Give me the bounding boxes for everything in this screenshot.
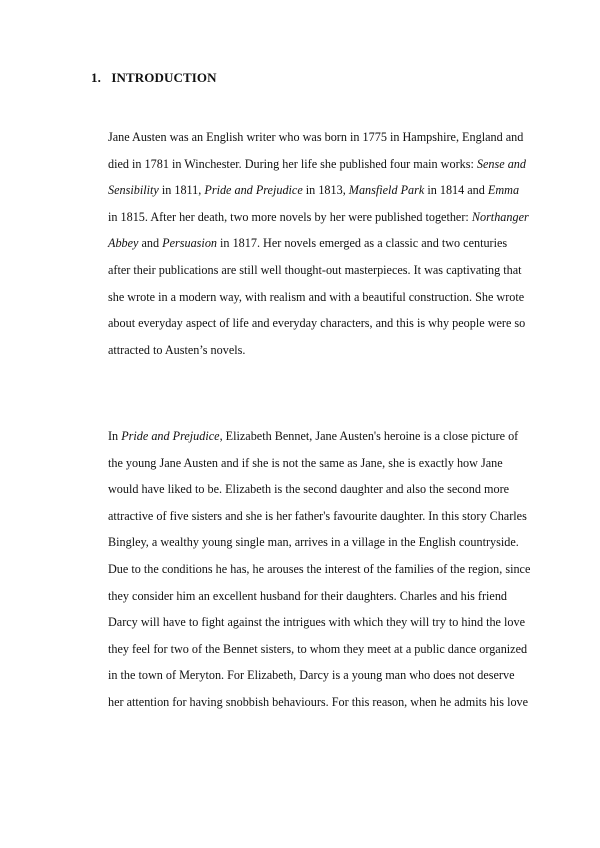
text-run: Darcy will have to fight against the intrigues with which they will try to hind the love xyxy=(108,615,525,630)
text-line xyxy=(108,204,529,231)
text-run: in 1817. Her novels emerged as a classic and two centuries xyxy=(217,236,508,251)
text-run: attractive of five sisters and she is her father's favourite daughter. In this story Charles xyxy=(108,508,527,523)
text-line xyxy=(108,177,520,204)
text-run: in 1811, xyxy=(158,183,205,198)
text-run: In xyxy=(108,429,122,443)
paragraph-intro xyxy=(108,124,529,363)
italic-title: Pride and Prejudice xyxy=(121,429,220,443)
section-number: 1. xyxy=(91,70,101,85)
text-run: she wrote in a modern way, with realism and with a beautiful construction. She wrote xyxy=(108,289,525,304)
text-run: they feel for two of the Bennet sisters, to whom they meet at a public dance organized xyxy=(108,641,528,656)
text-line xyxy=(108,450,520,477)
text-run: in 1814 and xyxy=(424,183,488,198)
text-run: Due to the conditions he has, he arouses the interest of the families of the region, since xyxy=(108,561,531,576)
text-run: about everyday aspect of life and everyday characters, and this is why people were so xyxy=(108,316,526,331)
italic-title: Sense and xyxy=(476,156,526,171)
text-run: attracted to Austen’s novels. xyxy=(108,342,246,357)
italic-title: Persuasion xyxy=(162,236,217,251)
text-line xyxy=(108,476,520,503)
text-line xyxy=(108,503,527,530)
italic-title: Emma xyxy=(487,183,520,198)
text-run: , Elizabeth Bennet, Jane Austen's heroine is a close picture of xyxy=(219,429,519,443)
text-line xyxy=(108,257,520,284)
text-run: in 1815. After her death, two more novels by her were published together: xyxy=(108,209,472,224)
text-run: in the town of Meryton. For Elizabeth, Darcy is a young man who does not deserve xyxy=(108,668,515,683)
text-line xyxy=(108,151,526,178)
text-line xyxy=(108,609,525,636)
text-run: died in 1781 in Winchester. During her life she published four main works: xyxy=(108,156,477,171)
text-line xyxy=(108,662,520,689)
text-line xyxy=(108,556,531,583)
text-line xyxy=(108,529,520,556)
text-run: the young Jane Austen and if she is not the same as Jane, she is exactly how Jane xyxy=(108,455,503,470)
text-line xyxy=(108,337,520,364)
text-line xyxy=(108,124,524,151)
text-line xyxy=(108,689,529,716)
text-run: they consider him an excellent husband for their daughters. Charles and his friend xyxy=(108,588,508,603)
paragraph-pride-and-prejudice xyxy=(108,423,531,716)
text-run: would have liked to be. Elizabeth is the second daughter and also the second more xyxy=(108,482,510,497)
italic-title: Abbey xyxy=(108,236,139,251)
text-line xyxy=(108,636,528,663)
italic-title: Sensibility xyxy=(108,183,159,198)
text-line xyxy=(108,423,520,450)
section-title: INTRODUCTION xyxy=(111,70,217,85)
text-run: Jane Austen was an English writer who was born in 1775 in Hampshire, England and xyxy=(108,130,524,144)
text-line xyxy=(108,583,520,610)
italic-title: Pride and Prejudice xyxy=(204,183,303,198)
text-run: her attention for having snobbish behaviours. For this reason, when he admits his love xyxy=(108,694,529,709)
italic-title: Mansfield Park xyxy=(348,183,425,198)
text-run: Bingley, a wealthy young single man, arrives in a village in the English countryside. xyxy=(108,535,519,550)
text-run: after their publications are still well thought-out masterpieces. It was captivating that xyxy=(108,262,522,277)
italic-title: Northanger xyxy=(471,209,529,224)
text-run: and xyxy=(138,236,163,251)
text-line xyxy=(108,284,525,311)
text-line xyxy=(108,310,526,337)
text-run: in 1813, xyxy=(302,183,349,198)
section-heading xyxy=(91,70,217,86)
text-line xyxy=(108,230,520,257)
